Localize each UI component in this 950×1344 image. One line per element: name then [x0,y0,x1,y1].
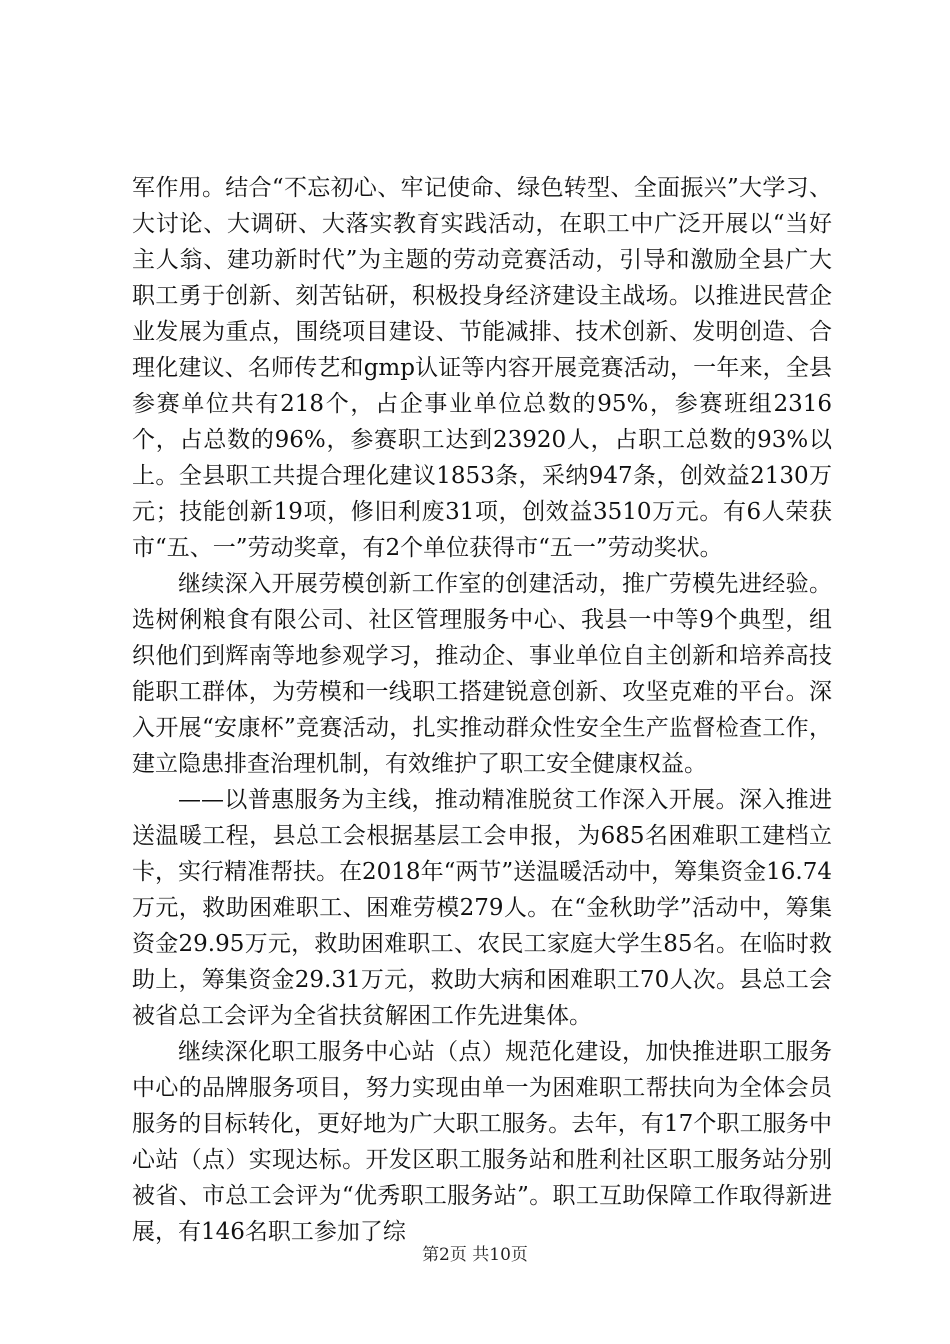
document-body [132,170,832,1250]
paragraph-1: 军作用。结合“不忘初心、牢记使命、绿色转型、全面振兴”大学习、大讨论、大调研、大落实教育实践活动，在职工中广泛开展以“当好主人翁、建功新时代”为主题的劳动竞赛活动，引导和激励全县广大职工勇于创新、刻苦钻研，积极投身经济建设主战场。以推进民营企业发展为重点，围绕项目建设、节能减排、技术创新、发明创造、合理化建议、名师传艺和gmp认证等内容开展竞赛活动，一年来，全县参赛单位共有218个，占企事业单位总数的95%，参赛班组2316个，占总数的96%，参赛职工达到23920人，占职工总数的93%以上。全县职工共提合理化建议1853条，采纳947条，创效益2130万元；技能创新19项，修旧利废31项，创效益3510万元。有6人荣获市“五、一”劳动奖章，有2个单位获得市“五一”劳动奖状。 [132,175,832,561]
paragraph-3: ——以普惠服务为主线，推动精准脱贫工作深入开展。深入推进送温暖工程，县总工会根据基层工会申报，为685名困难职工建档立卡，实行精准帮扶。在2018年“两节”送温暖活动中，筹集资金16.74万元，救助困难职工、困难劳模279人。在“金秋助学”活动中，筹集资金29.95万元，救助困难职工、农民工家庭大学生85名。在临时救助上，筹集资金29.31万元，救助大病和困难职工70人次。县总工会被省总工会评为全省扶贫解困工作先进集体。 [132,787,832,1029]
paragraph-2: 继续深入开展劳模创新工作室的创建活动，推广劳模先进经验。选树俐粮食有限公司、社区管理服务中心、我县一中等9个典型，组织他们到辉南等地参观学习，推动企、事业单位自主创新和培养高技能职工群体，为劳模和一线职工搭建锐意创新、攻坚克难的平台。深入开展“安康杯”竞赛活动，扎实推动群众性安全生产监督检查工作，建立隐患排查治理机制，有效维护了职工安全健康权益。 [132,571,832,777]
paragraph-4: 继续深化职工服务中心站（点）规范化建设，加快推进职工服务中心的品牌服务项目，努力实现由单一为困难职工帮扶向为全体会员服务的目标转化，更好地为广大职工服务。去年，有17个职工服务中心站（点）实现达标。开发区职工服务站和胜利社区职工服务站分别被省、市总工会评为“优秀职工服务站”。职工互助保障工作取得新进展，有146名职工参加了综 [132,1039,832,1245]
page-number-footer: 第2页 共10页 [422,1245,528,1265]
